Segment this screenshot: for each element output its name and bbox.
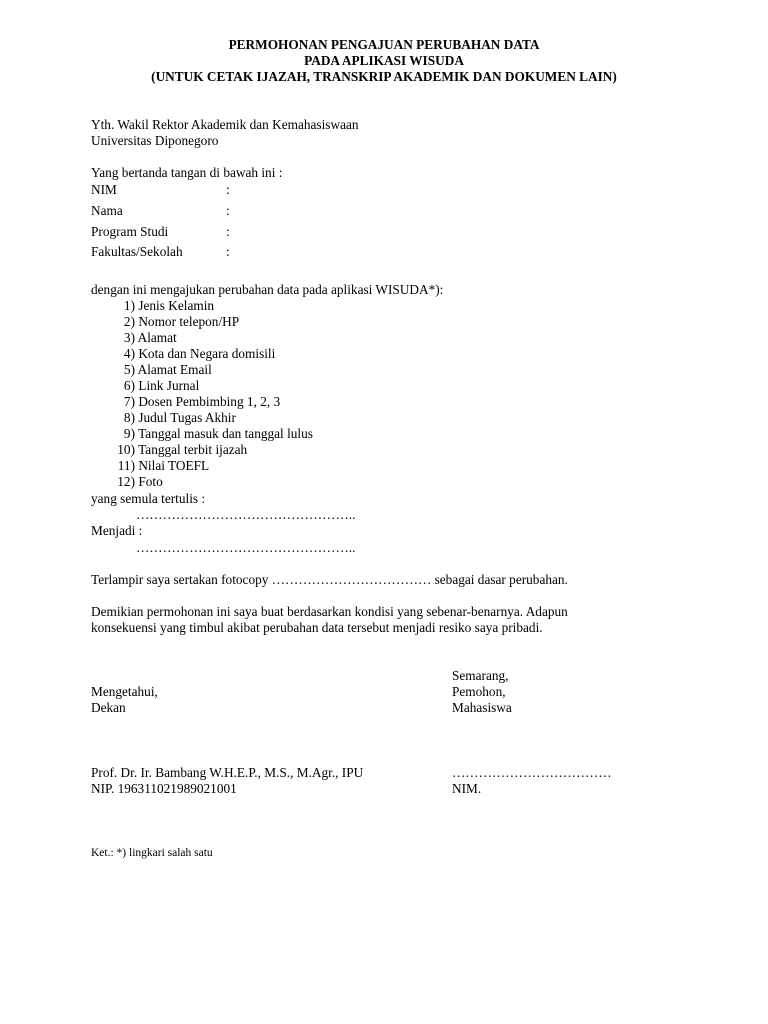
list-item — [91, 378, 313, 394]
request-intro: dengan ini mengajukan perubahan data pada aplikasi WISUDA*): — [91, 282, 444, 297]
right-sign-line-1: Pemohon, — [452, 684, 506, 699]
list-item-text: Kota dan Negara domisili — [138, 346, 276, 361]
list-item — [91, 474, 313, 490]
field-fakultas-colon: : — [226, 244, 230, 259]
list-item-number: 1) — [123, 298, 135, 313]
left-sign-line-2: Dekan — [91, 700, 126, 715]
closing-line-1: Demikian permohonan ini saya buat berdasarkan kondisi yang sebenar-benarnya. Adapun — [91, 604, 568, 619]
field-fakultas-label: Fakultas/Sekolah — [91, 244, 183, 259]
title-line-2: PADA APLIKASI WISUDA — [304, 53, 464, 68]
list-item-number: 8) — [123, 410, 135, 425]
list-item-number: 6) — [123, 378, 135, 393]
new-dots: ………………………………………….. — [136, 540, 356, 555]
item-list — [91, 298, 313, 490]
applicant-name-dots: ……………………………… — [452, 765, 612, 780]
list-item-text: Jenis Kelamin — [138, 298, 215, 313]
list-item — [91, 346, 313, 362]
list-item — [91, 330, 313, 346]
list-item — [91, 410, 313, 426]
attachment-text: Terlampir saya sertakan fotocopy ……………………………… sebagai dasar perubahan. — [91, 572, 568, 587]
list-item-number: 12) — [117, 474, 135, 489]
list-item-text: Nilai TOEFL — [138, 458, 210, 473]
list-item-number: 9) — [123, 426, 135, 441]
field-nim-colon: : — [226, 182, 230, 197]
list-item — [91, 426, 313, 442]
field-nama-label: Nama — [91, 203, 123, 218]
list-item-text: Tanggal masuk dan tanggal lulus — [138, 426, 313, 441]
title-line-1: PERMOHONAN PENGAJUAN PERUBAHAN DATA — [228, 37, 540, 52]
list-item-number: 11) — [117, 458, 135, 473]
closing-line-2: konsekuensi yang timbul akibat perubahan data tersebut menjadi resiko saya pribadi. — [91, 620, 543, 635]
list-item — [91, 394, 313, 410]
list-item — [91, 362, 313, 378]
field-nama-colon: : — [226, 203, 230, 218]
field-nim-label: NIM — [91, 182, 117, 197]
applicant-nim: NIM. — [452, 781, 482, 796]
dean-name: Prof. Dr. Ir. Bambang W.H.E.P., M.S., M.Agr., IPU — [91, 765, 364, 780]
list-item-text: Alamat Email — [137, 362, 212, 377]
list-item-text: Link Jurnal — [138, 378, 200, 393]
addressee-line-1: Yth. Wakil Rektor Akademik dan Kemahasiswaan — [91, 117, 359, 132]
list-item-number: 2) — [123, 314, 135, 329]
list-item-text: Foto — [138, 474, 163, 489]
list-item-text: Tanggal terbit ijazah — [138, 442, 248, 457]
title-line-3: (UNTUK CETAK IJAZAH, TRANSKRIP AKADEMIK DAN DOKUMEN LAIN) — [151, 69, 617, 84]
list-item-text: Judul Tugas Akhir — [138, 410, 236, 425]
right-sign-line-2: Mahasiswa — [452, 700, 512, 715]
dean-nip: NIP. 196311021989021001 — [91, 781, 237, 796]
list-item — [91, 298, 313, 314]
list-item — [91, 314, 313, 330]
list-item-number: 3) — [123, 330, 135, 345]
list-item — [91, 458, 313, 474]
list-item-number: 4) — [123, 346, 135, 361]
left-sign-line-1: Mengetahui, — [91, 684, 158, 699]
list-item — [91, 442, 313, 458]
list-item-text: Nomor telepon/HP — [138, 314, 240, 329]
field-prodi-label: Program Studi — [91, 224, 169, 239]
list-item-text: Alamat — [137, 330, 177, 345]
field-prodi-colon: : — [226, 224, 230, 239]
addressee-line-2: Universitas Diponegoro — [91, 133, 219, 148]
list-item-number: 5) — [123, 362, 135, 377]
sign-place: Semarang, — [452, 668, 509, 683]
new-label: Menjadi : — [91, 523, 143, 538]
footnote: Ket.: *) lingkari salah satu — [91, 847, 213, 859]
list-item-text: Dosen Pembimbing 1, 2, 3 — [138, 394, 281, 409]
list-item-number: 7) — [123, 394, 135, 409]
original-label: yang semula tertulis : — [91, 491, 206, 506]
intro-text: Yang bertanda tangan di bawah ini : — [91, 165, 283, 180]
original-dots: ………………………………………….. — [136, 507, 356, 522]
list-item-number: 10) — [117, 442, 135, 457]
